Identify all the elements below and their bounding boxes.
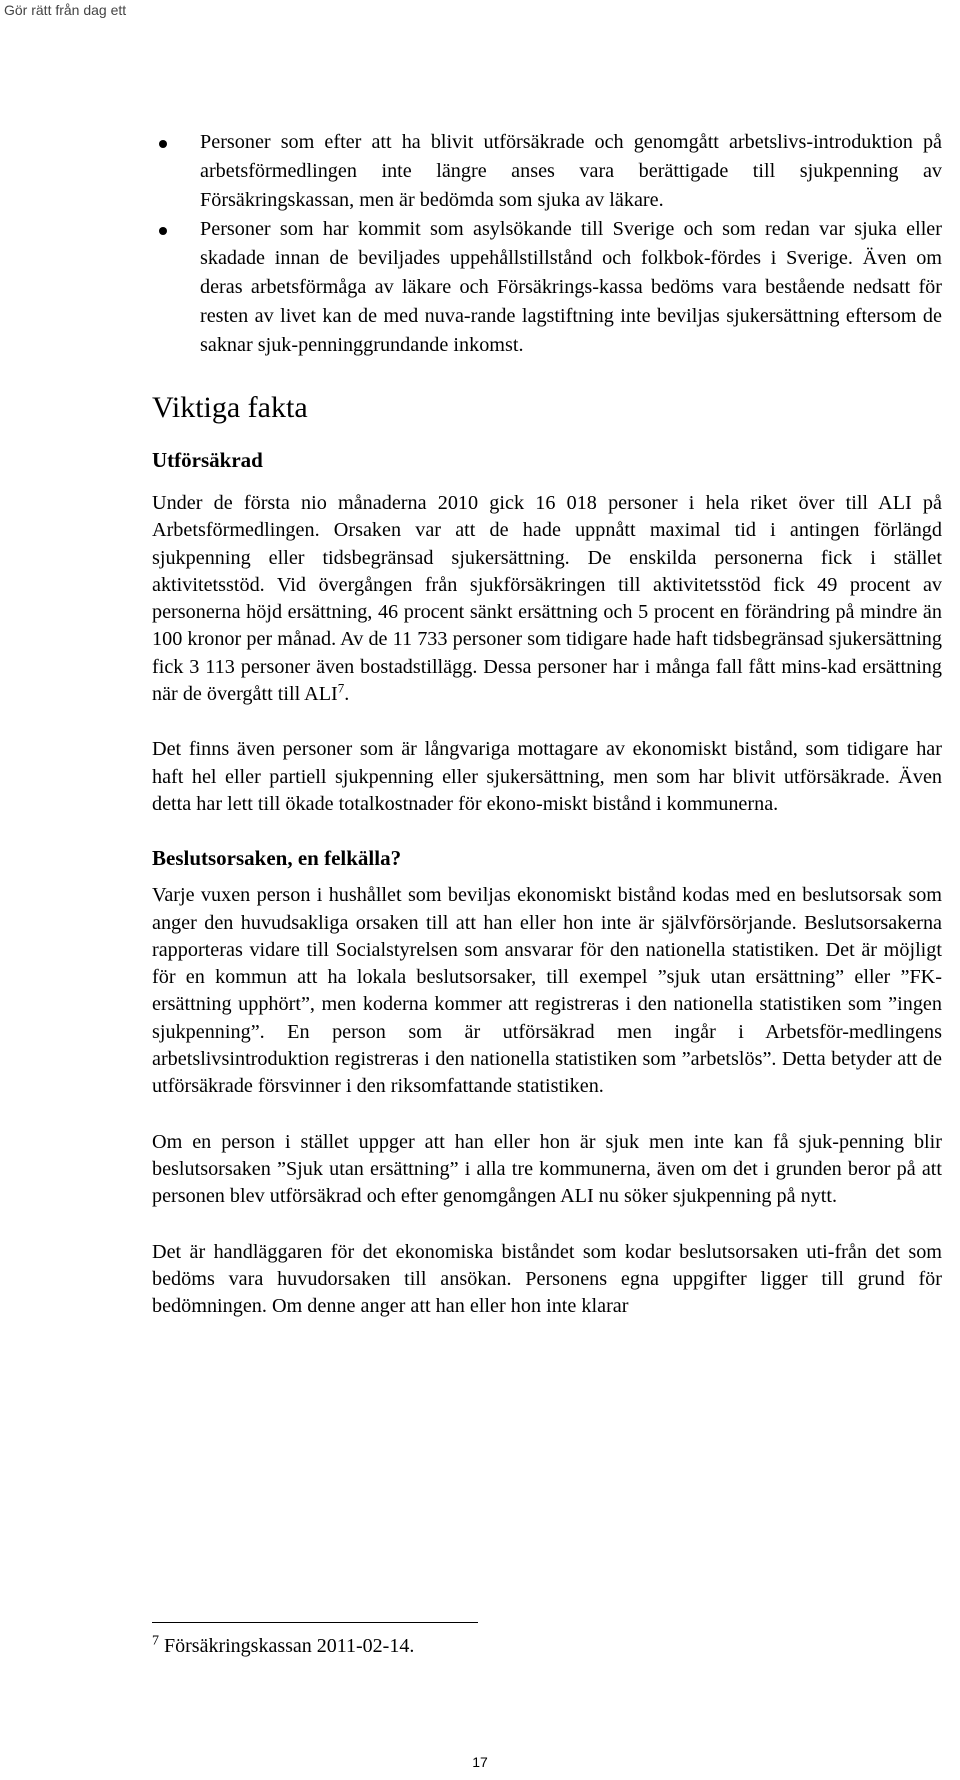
paragraph: Varje vuxen person i hushållet som beviljas ekonomiskt bistånd kodas med en beslutsorsak som anger den huvudsakliga orsaken till att han eller hon inte är självförsörjande. Beslutsorsakerna rapporteras vidare till Socialstyrelsen som ansvarar för den nationella statistiken. Det är möjligt för en kommun att ha lokala beslutsorsaker, till exempel ”sjuk utan ersättning” eller ”FK-ersättning upphört”, men koderna kommer att registreras i den nationella statistiken som ”ingen sjukpenning”. En person som är utförsäkrad men ingår i Arbetsför-medlingens arbetslivsintroduktion registreras i den nationella statistiken som ”arbetslös”. Detta betyder att de utförsäkrade försvinner i den riksomfattande statistiken.	[152, 884, 942, 1098]
footnote-text: Försäkringskassan 2011-02-14.	[159, 1635, 415, 1657]
subsection-heading: Beslutsorsaken, en felkälla?	[152, 846, 402, 871]
list-item	[152, 128, 942, 215]
bullet-text: Personer som har kommit som asylsökande till Sverige och som redan var sjuka eller skadade innan de beviljades uppehållstillstånd och folkbok-fördes i Sverige. Även om deras arbetsförmåga av läkare och Försäkrings-kassa bedöms vara bestående nedsatt för resten av livet kan de med nuva-rande lagstiftning inte beviljas sjukersättning eftersom de saknar sjuk-penninggrundande inkomst.	[200, 218, 942, 356]
running-head: Gör rätt från dag ett	[4, 2, 127, 18]
page-number: 17	[472, 1754, 488, 1770]
paragraph-text: Under de första nio månaderna 2010 gick 16 018 personer i hela riket över till ALI på Arbetsförmedlingen. Orsaken var att de hade uppnått maximal tid i antingen förlängd sjukpenning eller tidsbegränsad sjukersättning. De enskilda personerna fick i stället aktivitetsstöd. Vid övergången från sjukförsäkringen till aktivitetsstöd fick 49 procent av personerna höjd ersättning, 46 procent sänkt ersättning och 5 procent en förändring på mindre än 100 kronor per månad. Av de 11 733 personer som tidigare hade haft tidsbegränsad sjukersättning fick 3 113 personer även bostadstillägg. Dessa personer har i många fall fått mins-kad ersättning när de övergått till ALI	[152, 492, 942, 706]
paragraph: Det finns även personer som är långvariga mottagare av ekonomiskt bistånd, som tidigare har haft hel eller partiell sjukpenning eller sjukersättning, men som har blivit utförsäkrade. Även detta har lett till ökade totalkostnader för ekono-miskt bistånd i kommunerna.	[152, 738, 942, 815]
paragraph: Det är handläggaren för det ekonomiska biståndet som kodar beslutsorsaken uti-från det som bedöms vara huvudorsaken till ansökan. Personens egna uppgifter ligger till grund för bedömningen. Om denne anger att han eller hon inte klarar	[152, 1240, 942, 1318]
list-item	[152, 215, 942, 360]
page-content	[152, 128, 942, 1320]
footnote-reference[interactable]: 7	[337, 680, 345, 696]
subsection-heading: Utförsäkrad	[152, 448, 263, 472]
bullet-icon	[159, 140, 167, 148]
bullet-text: Personer som efter att ha blivit utförsäkrade och genomgått arbetslivs-introduktion på arbetsförmedlingen inte längre anses vara berättigade till sjukpenning av Försäkringskassan, men är bedömda som sjuka av läkare.	[200, 131, 942, 211]
section-heading: Viktiga fakta	[152, 391, 308, 424]
paragraph-end: .	[344, 683, 350, 706]
footnote-marker: 7	[152, 1633, 159, 1649]
bullet-icon	[159, 227, 167, 235]
bullet-list	[152, 128, 942, 360]
footnote	[152, 1634, 414, 1658]
footnote-divider	[152, 1622, 478, 1623]
paragraph	[152, 490, 942, 708]
paragraph: Om en person i stället uppger att han eller hon är sjuk men inte kan få sjuk-penning blir beslutsorsaken ”Sjuk utan ersättning” i alla tre kommunerna, även om det i grunden beror på att personen blev utförsäkrad och efter genomgången ALI nu söker sjukpenning på nytt.	[152, 1130, 942, 1208]
